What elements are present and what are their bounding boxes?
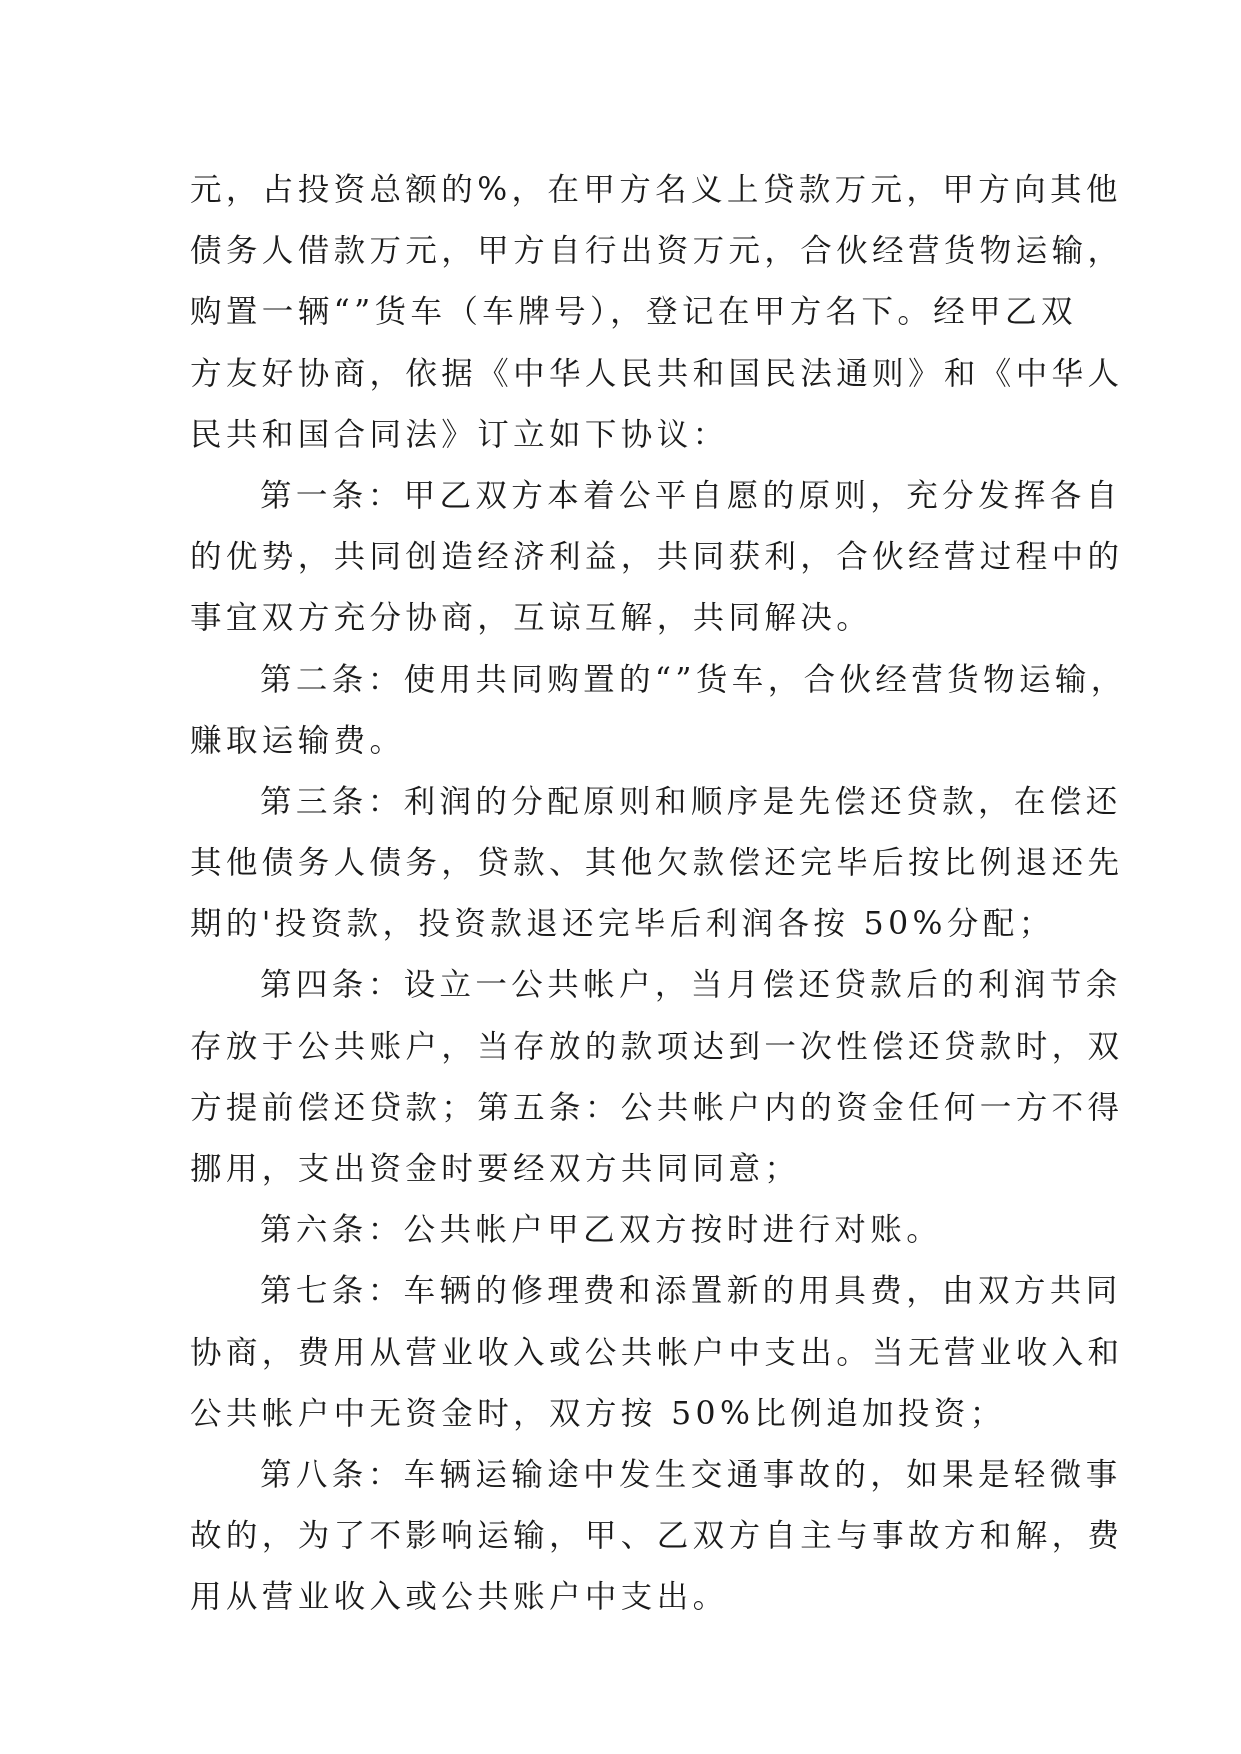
text-line: 第七条：车辆的修理费和添置新的用具费，由双方共同 <box>260 1273 1122 1310</box>
text-line: 元，占投资总额的%，在甲方名义上贷款万元，甲方向其他 <box>190 172 1122 208</box>
text-line: 购置一辆“”货车（车牌号），登记在甲方名下。经甲乙双 <box>190 294 1077 331</box>
text-line: 第六条：公共帐户甲乙双方按时进行对账。 <box>260 1212 943 1249</box>
text-line: 方友好协商，依据《中华人民共和国民法通则》和《中华人 <box>190 355 1124 392</box>
text-line: 第二条：使用共同购置的“”货车，合伙经营货物运输， <box>260 661 1127 698</box>
text-line: 第八条：车辆运输途中发生交通事故的，如果是轻微事 <box>260 1456 1122 1493</box>
text-line: 方提前偿还贷款；第五条：公共帐户内的资金任何一方不得 <box>190 1089 1124 1126</box>
text-line: 第一条：甲乙双方本着公平自愿的原则，充分发挥各自 <box>260 477 1122 514</box>
text-line: 期的'投资款，投资款退还完毕后利润各按 50%分配； <box>190 906 1055 943</box>
text-line: 其他债务人债务，贷款、其他欠款偿还完毕后按比例退还先 <box>190 845 1124 882</box>
text-line: 故的，为了不影响运输，甲、乙双方自主与事故方和解，费 <box>190 1518 1124 1555</box>
text-line: 存放于公共账户，当存放的款项达到一次性偿还贷款时，双 <box>190 1028 1124 1065</box>
text-line: 赚取运输费。 <box>190 722 406 759</box>
text-line: 用从营业收入或公共账户中支出。 <box>190 1579 729 1616</box>
text-line: 公共帐户中无资金时，双方按 50%比例追加投资； <box>190 1395 1006 1432</box>
body-text <box>190 160 1127 1629</box>
text-line: 协商，费用从营业收入或公共帐户中支出。当无营业收入和 <box>190 1334 1124 1371</box>
text-line: 民共和国合同法》订立如下协议： <box>190 416 729 453</box>
text-line: 事宜双方充分协商，互谅互解，共同解决。 <box>190 600 873 637</box>
text-line: 的优势，共同创造经济利益，共同获利，合伙经营过程中的 <box>190 539 1124 576</box>
text-line: 债务人借款万元，甲方自行出资万元，合伙经营货物运输， <box>190 233 1124 270</box>
text-line: 第四条：设立一公共帐户，当月偿还贷款后的利润节余 <box>260 967 1122 1004</box>
text-line: 第三条：利润的分配原则和顺序是先偿还贷款，在偿还 <box>260 783 1122 820</box>
text-line: 挪用，支出资金时要经双方共同同意； <box>190 1151 801 1187</box>
